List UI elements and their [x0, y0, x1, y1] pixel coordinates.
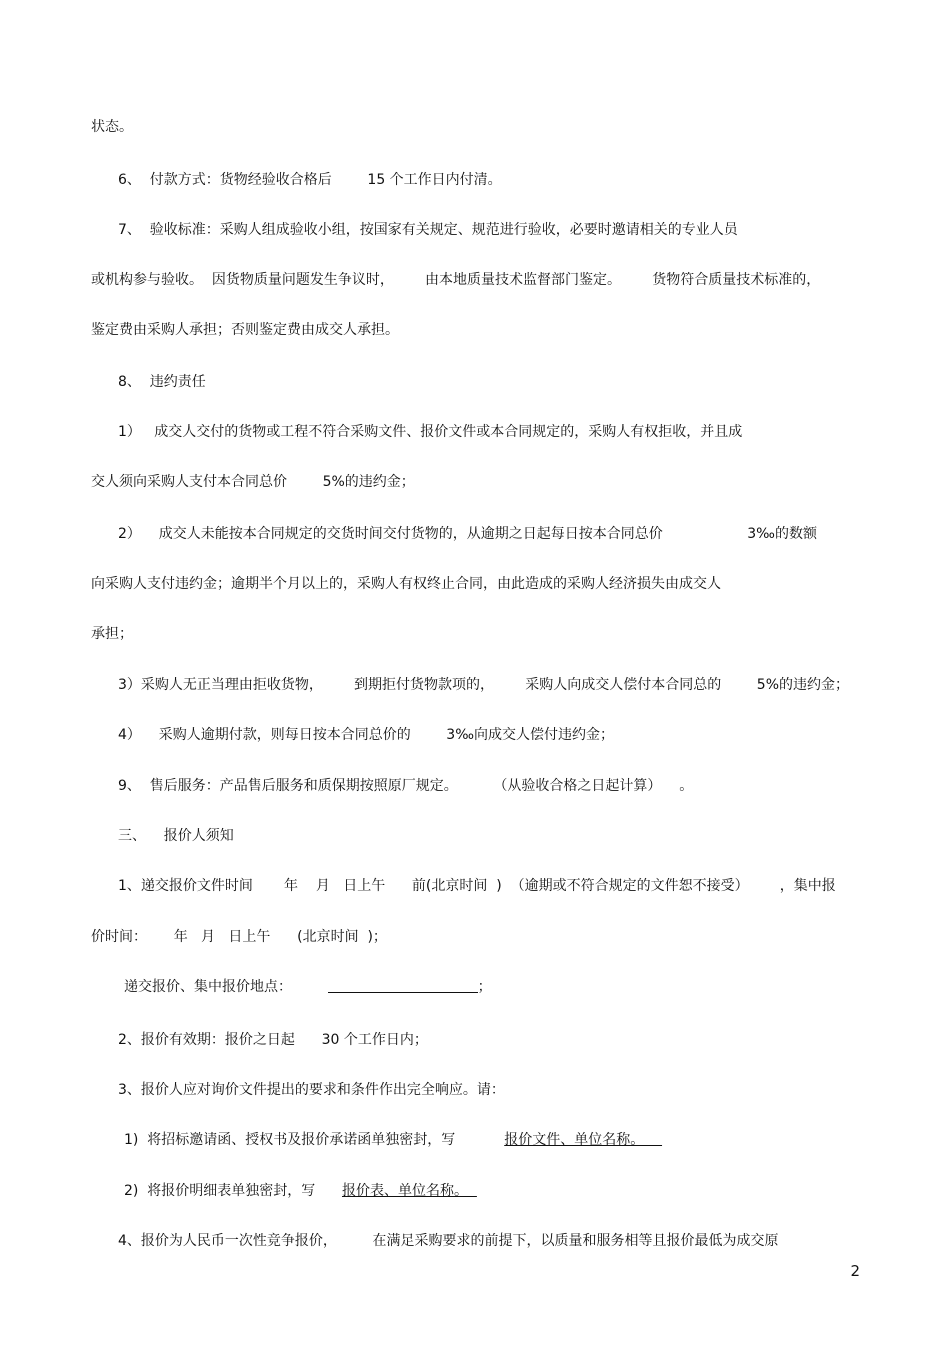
- text-line: 7、 验收标准：采购人组成验收小组，按国家有关规定、规范进行验收，必要时邀请相关的专业人员: [118, 222, 738, 238]
- text-line: 状态。: [91, 119, 133, 135]
- text-line: 价时间： 年 月 日上午 (北京时间 )；: [91, 929, 387, 945]
- text-line: 承担；: [91, 626, 133, 642]
- instruction-text: 2) 将报价明细表单独密封，写: [124, 1183, 316, 1199]
- text-line: [124, 1131, 662, 1149]
- text-line: 9、 售后服务：产品售后服务和质保期按照原厂规定。 （从验收合格之日起计算） 。: [118, 778, 694, 794]
- line-end: ；: [477, 979, 492, 995]
- section-heading: 8、 违约责任: [118, 374, 206, 390]
- underlined-text: 报价表、单位名称。: [341, 1183, 477, 1199]
- location-blank: [328, 978, 478, 993]
- underlined-text: 报价文件、单位名称。: [504, 1132, 663, 1148]
- instruction-text: 1) 将招标邀请函、授权书及报价承诺函单独密封，写: [124, 1132, 456, 1148]
- text-line: 1） 成交人交付的货物或工程不符合采购文件、报价文件或本合同规定的，采购人有权拒收，并且成: [118, 424, 743, 440]
- text-line: 向采购人支付违约金；逾期半个月以上的，采购人有权终止合同，由此造成的采购人经济损失由成交人: [91, 576, 721, 592]
- text-line: 4、报价为人民币一次性竞争报价， 在满足采购要求的前提下，以质量和服务相等且报价最低为成交原: [118, 1233, 779, 1249]
- text-line: 6、 付款方式：货物经验收合格后 15 个工作日内付清。: [118, 172, 502, 188]
- text-line: [124, 978, 492, 996]
- text-line: 3、报价人应对询价文件提出的要求和条件作出完全响应。请：: [118, 1082, 505, 1098]
- text-line: 2、报价有效期：报价之日起 30 个工作日内；: [118, 1032, 428, 1048]
- location-label: 递交报价、集中报价地点：: [124, 979, 292, 995]
- text-line: 2） 成交人未能按本合同规定的交货时间交付货物的，从逾期之日起每日按本合同总价 3‰的数额: [118, 526, 817, 542]
- text-line: 交人须向采购人支付本合同总价 5%的违约金；: [91, 474, 415, 490]
- text-line: 3）采购人无正当理由拒收货物， 到期拒付货物款项的， 采购人向成交人偿付本合同总的 5%的违约金；: [118, 677, 850, 693]
- text-line: 4） 采购人逾期付款，则每日按本合同总价的 3‰向成交人偿付违约金；: [118, 727, 615, 743]
- text-line: 1、递交报价文件时间 年 月 日上午 前(北京时间 ) （逾期或不符合规定的文件恕不接受） ，集中报: [118, 878, 836, 894]
- text-line: 或机构参与验收。 因货物质量问题发生争议时， 由本地质量技术监督部门鉴定。 货物符合质量技术标准的，: [91, 272, 821, 288]
- text-line: 鉴定费由采购人承担；否则鉴定费由成交人承担。: [91, 322, 399, 338]
- section-heading: 三、 报价人须知: [118, 828, 234, 844]
- text-line: [124, 1182, 477, 1200]
- page-number: 2: [850, 1262, 860, 1280]
